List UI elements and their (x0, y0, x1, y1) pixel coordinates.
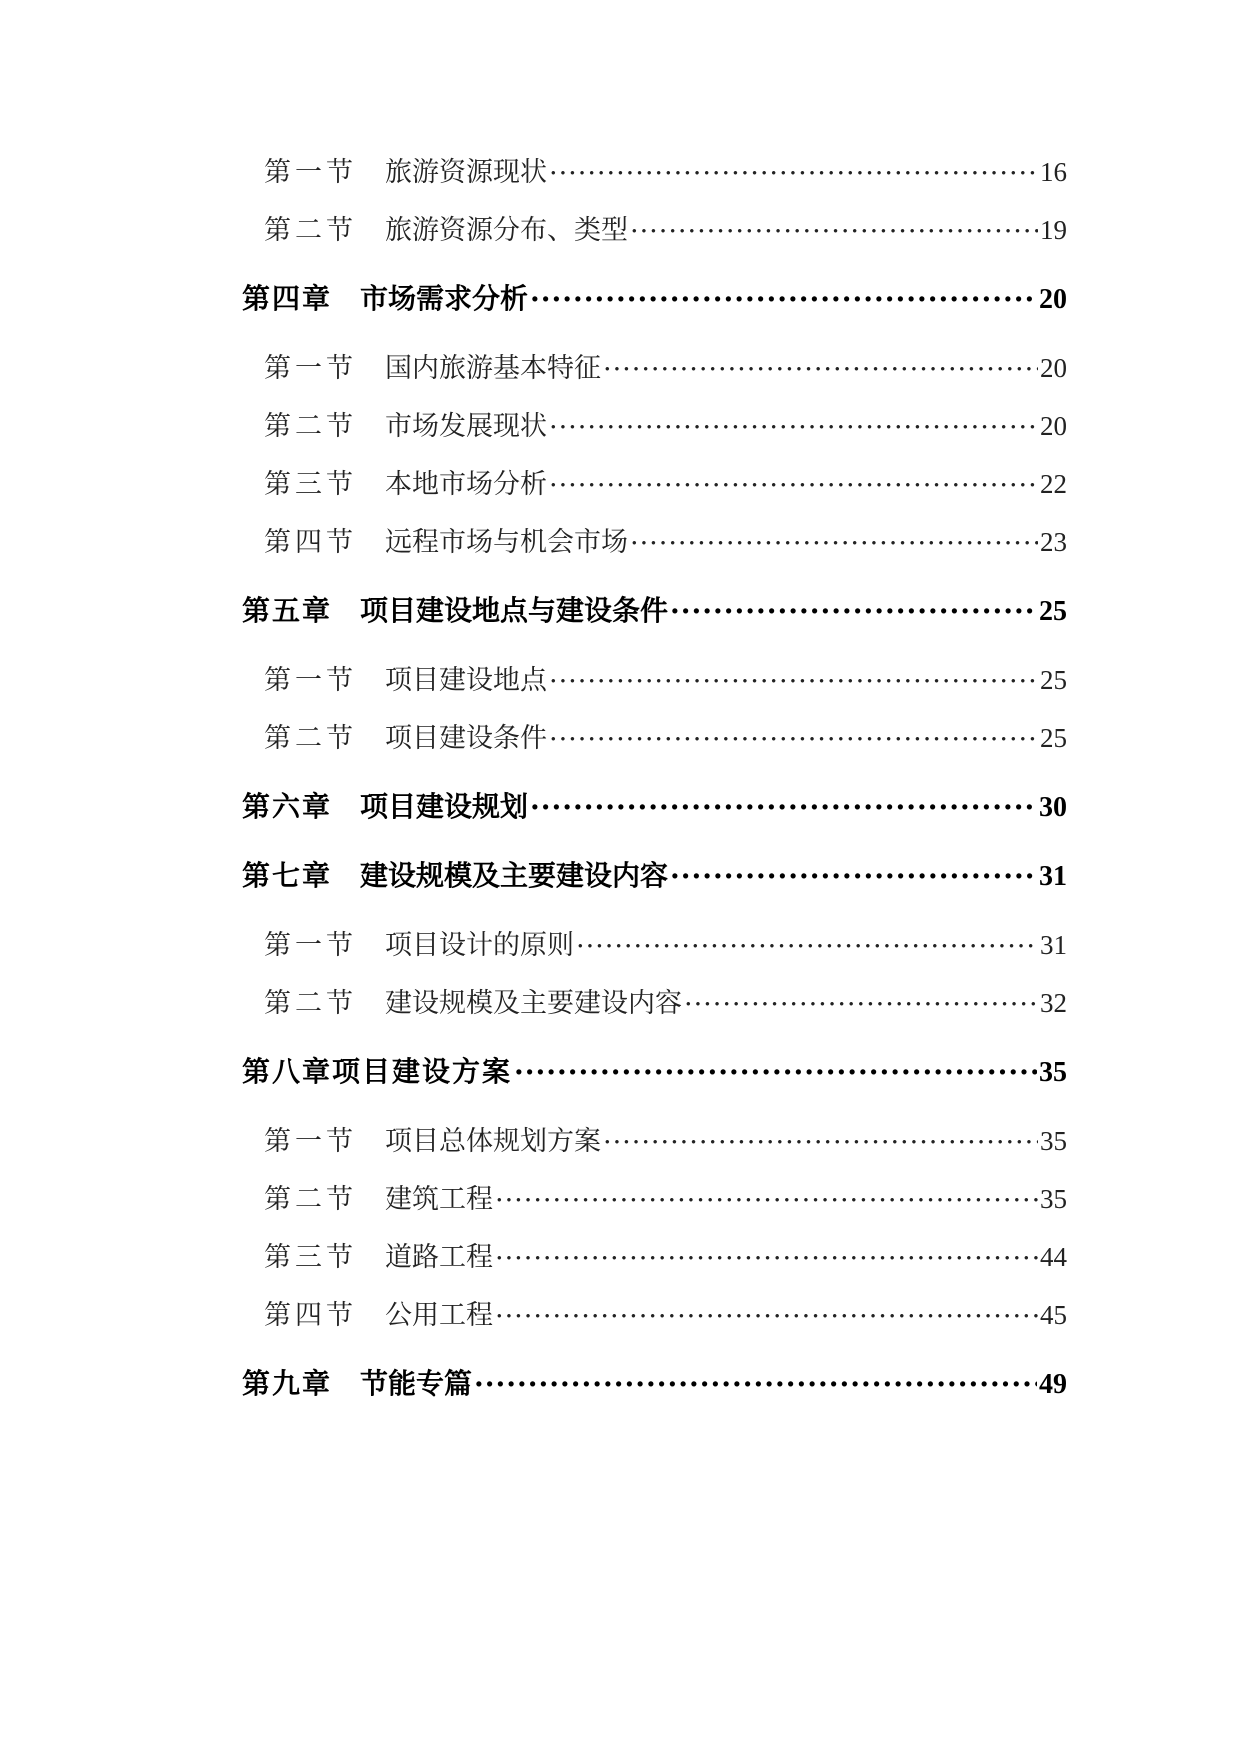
dot-leader (576, 927, 1038, 954)
toc-entry-title: 项目设计的原则 (385, 930, 574, 961)
toc-entry-page: 35 (1039, 1057, 1067, 1088)
toc-entry-chapter[interactable] (242, 589, 1067, 629)
toc-entry-title: 建筑工程 (385, 1184, 493, 1215)
toc-entry-number: 第一节 (264, 665, 357, 696)
toc-entry-section[interactable] (242, 1235, 1067, 1274)
dot-leader (630, 212, 1038, 239)
dot-leader (495, 1181, 1038, 1208)
dot-leader (549, 466, 1038, 493)
toc-entry-title: 项目建设地点与建设条件 (360, 594, 669, 627)
toc-entry-section[interactable] (242, 150, 1067, 189)
dot-leader (670, 592, 1037, 620)
toc-entry-page: 32 (1040, 988, 1067, 1018)
toc-entry-section[interactable] (242, 981, 1067, 1020)
toc-entry-page: 20 (1040, 353, 1067, 383)
toc-entry-number: 第一节 (264, 1126, 357, 1157)
toc-entry-number: 第一节 (264, 157, 357, 188)
toc-entry-title: 远程市场与机会市场 (385, 527, 628, 558)
toc-entry-number: 第九章 (242, 1367, 333, 1400)
toc-entry-section[interactable] (242, 346, 1067, 385)
toc-entry-title: 市场需求分析 (360, 282, 529, 315)
toc-entry-title: 项目总体规划方案 (385, 1126, 601, 1157)
toc-entry-page: 16 (1040, 157, 1067, 187)
dot-leader (549, 662, 1038, 689)
toc-entry-page: 35 (1040, 1126, 1067, 1156)
toc-entry-number: 第一节 (264, 930, 357, 961)
toc-entry-page: 19 (1040, 215, 1067, 245)
toc-entry-page: 31 (1040, 930, 1067, 960)
toc-entry-page: 22 (1040, 469, 1067, 499)
toc-entry-page: 44 (1040, 1242, 1067, 1272)
toc-entry-page: 25 (1039, 596, 1067, 627)
toc-entry-page: 45 (1040, 1300, 1067, 1330)
dot-leader (549, 408, 1038, 435)
toc-entry-number: 第五章 (242, 594, 333, 627)
toc-entry-title: 旅游资源分布、类型 (385, 215, 628, 246)
toc-entry-number: 第二节 (264, 988, 357, 1019)
toc-entry-number: 第七章 (242, 859, 333, 892)
toc-entry-number: 第二节 (264, 1184, 357, 1215)
toc-entry-page: 23 (1040, 527, 1067, 557)
toc-entry-title: 项目建设规划 (360, 790, 529, 823)
dot-leader (630, 524, 1038, 551)
toc-entry-title: 项目建设地点 (385, 665, 547, 696)
toc-entry-number: 第二节 (264, 215, 357, 246)
toc-entry-section[interactable] (242, 208, 1067, 247)
toc-entry-section[interactable] (242, 404, 1067, 443)
toc-entry-number: 第八章项目建设方案 (242, 1055, 513, 1088)
toc-entry-chapter[interactable] (242, 1362, 1067, 1402)
toc-entry-number: 第六章 (242, 790, 333, 823)
toc-entry-title: 旅游资源现状 (385, 157, 547, 188)
toc-entry-title: 国内旅游基本特征 (385, 353, 601, 384)
toc-entry-number: 第四节 (264, 527, 357, 558)
toc-entry-title: 项目建设条件 (385, 723, 547, 754)
dot-leader (530, 280, 1037, 308)
toc-entry-number: 第二节 (264, 723, 357, 754)
dot-leader (530, 788, 1037, 816)
toc-entry-title: 本地市场分析 (385, 469, 547, 500)
toc-entry-title: 道路工程 (385, 1242, 493, 1273)
toc-entry-section[interactable] (242, 1293, 1067, 1332)
toc-entry-section[interactable] (242, 1177, 1067, 1216)
toc-entry-section[interactable] (242, 520, 1067, 559)
toc-entry-section[interactable] (242, 923, 1067, 962)
toc-entry-title: 市场发展现状 (385, 411, 547, 442)
toc-entry-title: 节能专篇 (360, 1367, 473, 1400)
toc-entry-number: 第三节 (264, 469, 357, 500)
toc-entry-page: 20 (1039, 284, 1067, 315)
toc-entry-page: 25 (1040, 723, 1067, 753)
toc-entry-page: 20 (1040, 411, 1067, 441)
dot-leader (670, 857, 1037, 885)
toc-entry-chapter[interactable] (242, 785, 1067, 825)
dot-leader (495, 1297, 1038, 1324)
toc-entry-chapter[interactable] (242, 854, 1067, 894)
dot-leader (495, 1239, 1038, 1266)
toc-entry-section[interactable] (242, 462, 1067, 501)
toc-entry-number: 第三节 (264, 1242, 357, 1273)
toc-entry-section[interactable] (242, 716, 1067, 755)
toc-entry-page: 31 (1039, 861, 1067, 892)
dot-leader (549, 720, 1038, 747)
toc-entry-section[interactable] (242, 658, 1067, 697)
toc-entry-title: 公用工程 (385, 1300, 493, 1331)
toc-entry-page: 35 (1040, 1184, 1067, 1214)
toc-entry-number: 第四章 (242, 282, 333, 315)
toc-entry-chapter[interactable] (242, 277, 1067, 317)
toc-entry-title: 建设规模及主要建设内容 (385, 988, 682, 1019)
toc-entry-number: 第四节 (264, 1300, 357, 1331)
toc-entry-page: 25 (1040, 665, 1067, 695)
dot-leader (603, 350, 1038, 377)
dot-leader (684, 985, 1038, 1012)
toc-entry-title: 建设规模及主要建设内容 (360, 859, 669, 892)
toc-entry-page: 49 (1039, 1369, 1067, 1400)
dot-leader (514, 1053, 1037, 1081)
dot-leader (474, 1365, 1037, 1393)
toc-entry-section[interactable] (242, 1119, 1067, 1158)
toc-entry-number: 第一节 (264, 353, 357, 384)
dot-leader (603, 1123, 1038, 1150)
toc-entry-chapter[interactable] (242, 1050, 1067, 1090)
toc-entry-page: 30 (1039, 792, 1067, 823)
toc-entry-number: 第二节 (264, 411, 357, 442)
dot-leader (549, 154, 1038, 181)
